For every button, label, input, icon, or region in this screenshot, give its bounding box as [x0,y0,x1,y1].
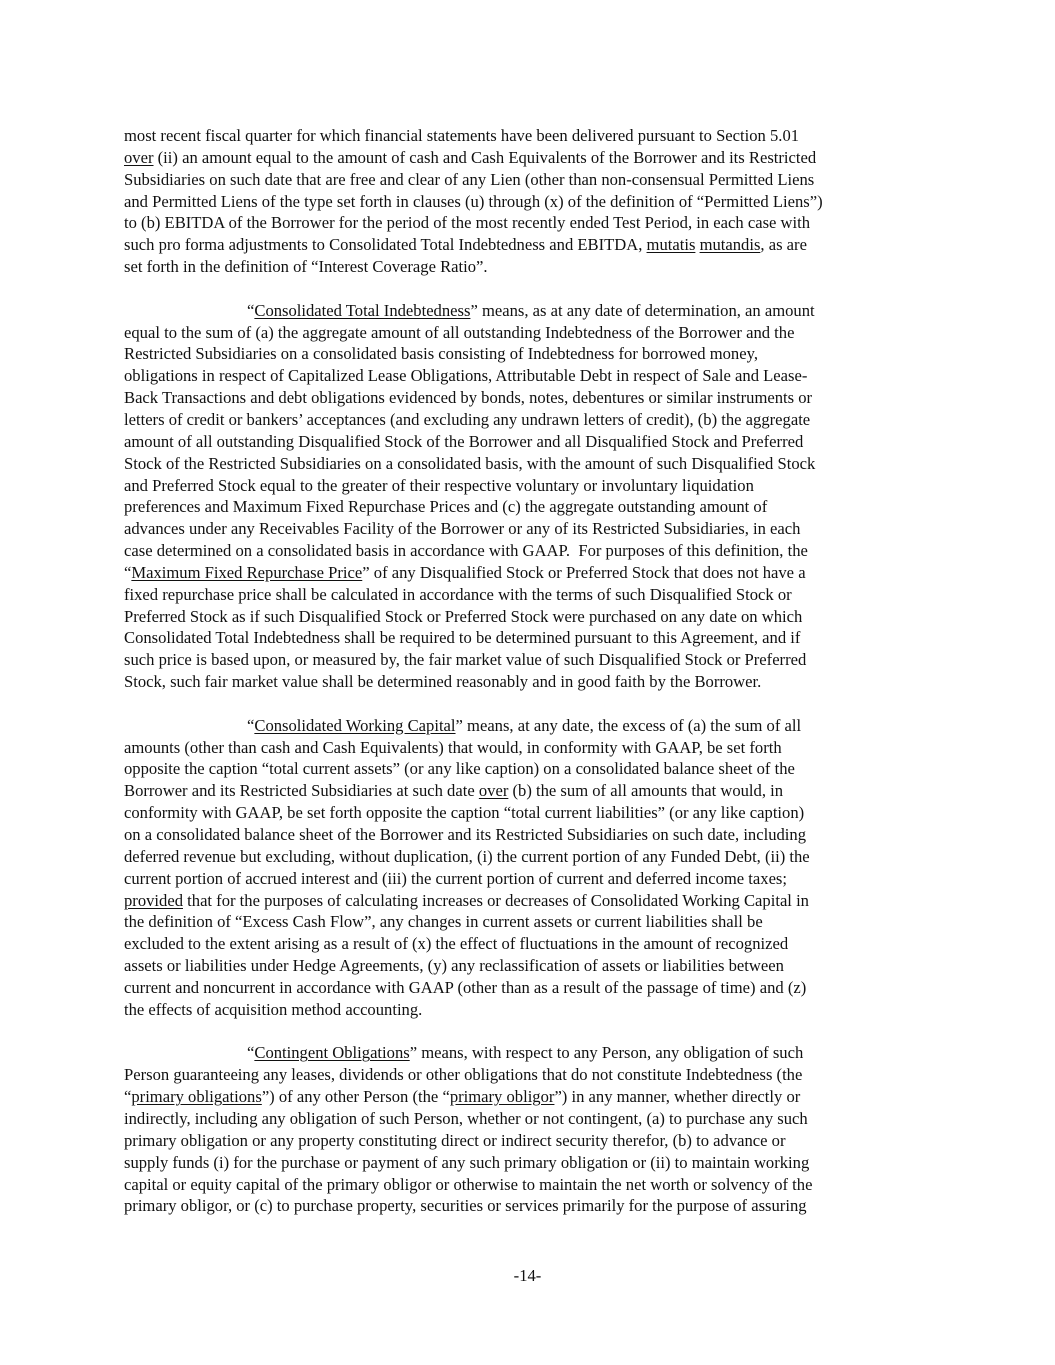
paragraph-intro [124,125,924,278]
text-line: Stock, such fair market value shall be determined reasonably and in good faith by the Borrower. [124,672,762,692]
document-page [124,125,924,1217]
text-line: preferences and Maximum Fixed Repurchase Prices and (c) the aggregate outstanding amount of [124,497,768,517]
underlined-term: provided [124,890,183,910]
text-line: the definition of “Excess Cash Flow”, any changes in current assets or current liabilities shall be [124,912,763,932]
defined-term: Contingent Obligations [254,1043,410,1063]
text-line: amount of all outstanding Disqualified Stock of the Borrower and all Disqualified Stock and Preferred [124,431,804,451]
defined-term: primary obligor [449,1087,555,1107]
text-line: fixed repurchase price shall be calculated in accordance with the terms of such Disqualified Stock or [124,584,792,604]
text-line: on a consolidated balance sheet of the Borrower and its Restricted Subsidiaries on such date, including [124,825,807,844]
definition-heading-line: “Contingent Obligations” means, with respect to any Person, any obligation of such [247,1043,804,1063]
defined-term: Maximum Fixed Repurchase Price [131,562,363,582]
text-line: such price is based upon, or measured by, the fair market value of such Disqualified Stock or Preferred [124,650,807,670]
defined-term: Consolidated Working Capital [254,715,456,735]
text-line: equal to the sum of (a) the aggregate amount of all outstanding Indebtedness of the Borrower and the [124,322,795,342]
definition-consolidated-total-indebtedness [124,300,924,693]
text-line: excluded to the extent arising as a result of (x) the effect of fluctuations in the amount of recognized [124,934,789,954]
text-line: Subsidiaries on such date that are free and clear of any Lien (other than non-consensual Permitted Liens [124,169,815,189]
text-line: primary obligation or any property constituting direct or indirect security therefor, (b) to advance or [124,1130,786,1150]
underlined-term: over [478,781,509,801]
text-line: Consolidated Total Indebtedness shall be required to be determined pursuant to this Agreement, and if [124,628,801,648]
text-line: set forth in the definition of “Interest Coverage Ratio”. [124,257,488,277]
text-line: Borrower and its Restricted Subsidiaries at such date over (b) the sum of all amounts that would, in [124,781,784,801]
text-line: amounts (other than cash and Cash Equivalents) that would, in conformity with GAAP, be set forth [124,737,782,757]
definition-contingent-obligations [124,1042,924,1217]
text-line: such pro forma adjustments to Consolidated Total Indebtedness and EBITDA, mutatis mutandis, as are [124,235,807,255]
text-line: conformity with GAAP, be set forth opposite the caption “total current liabilities” (or any like caption) [124,803,805,823]
underlined-term: mutatis [646,235,696,255]
text-line: “Maximum Fixed Repurchase Price” of any Disqualified Stock or Preferred Stock that does not have a [124,562,806,582]
paragraph-gap [124,1021,924,1043]
text-line: deferred revenue but excluding, without duplication, (i) the current portion of any Funded Debt, (ii) the [124,846,810,866]
text-line: advances under any Receivables Facility of the Borrower or any of its Restricted Subsidiaries, in each [124,519,801,539]
definition-heading-line: “Consolidated Total Indebtedness” means, as at any date of determination, an amount [247,300,815,320]
text-line: indirectly, including any obligation of such Person, whether or not contingent, (a) to purchase any such [124,1108,808,1128]
text-line: obligations in respect of Capitalized Lease Obligations, Attributable Debt in respect of Sale and Lease- [124,366,808,386]
text-line: case determined on a consolidated basis in accordance with GAAP. For purposes of this definition, the [124,541,808,561]
underlined-term: over [124,147,154,167]
text-line: current and noncurrent in accordance with GAAP (other than as a result of the passage of time) and (z) [124,977,807,997]
text-line: opposite the caption “total current assets” (or any like caption) on a consolidated balance sheet of the [124,759,795,779]
text-line: Back Transactions and debt obligations evidenced by bonds, notes, debentures or similar instruments or [124,388,813,408]
defined-term: primary obligations [131,1087,262,1107]
text-line: most recent fiscal quarter for which financial statements have been delivered pursuant to Section 5.01 [124,126,800,145]
text-line: capital or equity capital of the primary obligor or otherwise to maintain the net worth or solvency of the [124,1174,813,1194]
text-line: current portion of accrued interest and (iii) the current portion of current and deferred income taxes; [124,868,788,888]
text-line: letters of credit or bankers’ acceptances (and excluding any undrawn letters of credit), (b) the aggregate [124,409,811,429]
text-line: over (ii) an amount equal to the amount of cash and Cash Equivalents of the Borrower and its Restricted [124,147,817,167]
defined-term: Consolidated Total Indebtedness [254,300,471,320]
definition-consolidated-working-capital [124,715,924,1021]
text-line: Stock of the Restricted Subsidiaries on a consolidated basis, with the amount of such Disqualified Stock [124,453,816,473]
text-line: Person guaranteeing any leases, dividends or other obligations that do not constitute Indebtedness (the [124,1065,803,1085]
text-line: “primary obligations”) of any other Person (the “primary obligor”) in any manner, whether directly or [124,1087,801,1107]
text-line: Restricted Subsidiaries on a consolidated basis consisting of Indebtedness for borrowed money, [124,344,758,364]
text-line: primary obligor, or (c) to purchase property, securities or services primarily for the purpose of assuring [124,1196,807,1216]
underlined-term: mutandis [699,235,761,255]
text-line: the effects of acquisition method accounting. [124,999,423,1019]
text-line: supply funds (i) for the purchase or payment of any such primary obligation or (ii) to maintain working [124,1152,810,1172]
definition-heading-line: “Consolidated Working Capital” means, at any date, the excess of (a) the sum of all [247,715,802,735]
text-line: Preferred Stock as if such Disqualified Stock or Preferred Stock were purchased on any date on which [124,606,803,626]
paragraph-gap [124,693,924,715]
text-line: and Preferred Stock equal to the greater of their respective voluntary or involuntary liquidation [124,475,754,495]
paragraph-gap [124,278,924,300]
text-line: provided that for the purposes of calculating increases or decreases of Consolidated Working Capital in [124,890,809,910]
text-line: and Permitted Liens of the type set forth in clauses (u) through (x) of the definition of “Permitted Liens”) [124,191,823,211]
text-line: to (b) EBITDA of the Borrower for the period of the most recently ended Test Period, in each case with [124,213,811,233]
text-line: assets or liabilities under Hedge Agreements, (y) any reclassification of assets or liabilities between [124,956,784,976]
page-number: -14- [513,1266,542,1285]
